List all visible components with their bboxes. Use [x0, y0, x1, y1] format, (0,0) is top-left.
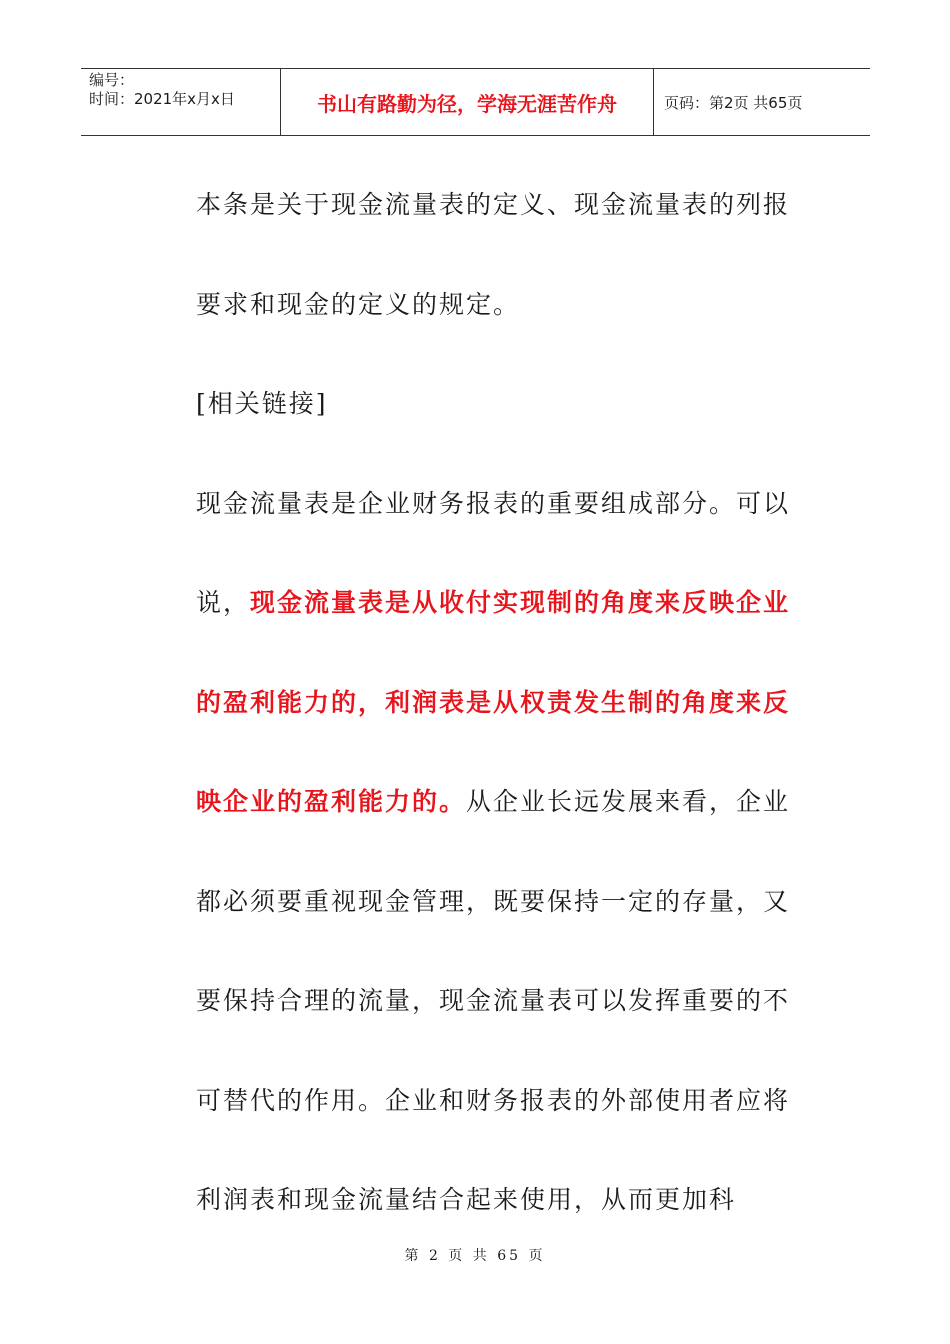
page-footer: 第 2 页 共 65 页 — [404, 1248, 546, 1264]
header-meta — [81, 69, 281, 135]
paragraph-cash-flow — [146, 454, 806, 1250]
header-page-info: 页码：第2页 共65页 — [664, 93, 803, 112]
paragraph-lead-text: 现金流量表是企业财务报表的重要组成部分。可以说， — [196, 488, 791, 617]
document-date: 时间：2021年x月x日 — [89, 90, 235, 108]
highlighted-text: 现金流量表是从收付实现制的角度来反映企业的盈利能力的，利润表是从权责发生制的角度来反映企业的盈利能力的。 — [196, 588, 791, 816]
related-links-heading: [相关链接] — [196, 389, 328, 418]
document-body — [146, 155, 806, 1250]
paragraph-tail-text: 从企业长远发展来看，企业都必须要重视现金管理，既要保持一定的存量，又要保持合理的流量，现金流量表可以发挥重要的不可替代的作用。企业和财务报表的外部使用者应将利润表和现金流量结合起来使用，从而更加科 — [196, 787, 791, 1214]
header-motto: 书山有路勤为径，学海无涯苦作舟 — [281, 69, 654, 135]
page-header — [81, 68, 870, 136]
paragraph-definition: 本条是关于现金流量表的定义、现金流量表的列报要求和现金的定义的规定。 — [196, 190, 791, 319]
document-number-label: 编号： — [89, 71, 135, 89]
